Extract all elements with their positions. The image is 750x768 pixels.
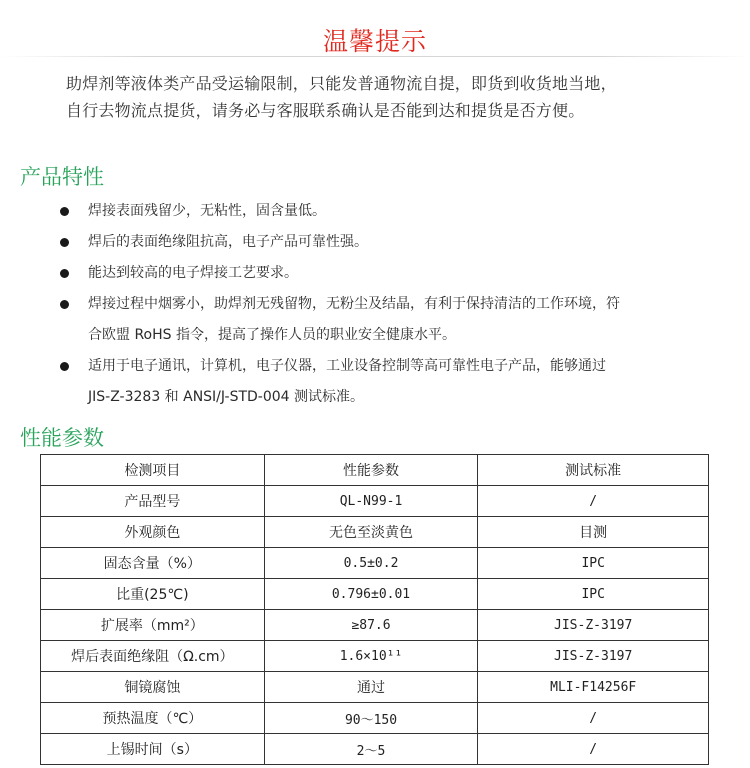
bullet-icon (60, 238, 69, 247)
column-header-value: 性能参数 (264, 455, 478, 486)
params-table (40, 454, 709, 765)
cell-item: 预热温度（℃） (41, 703, 265, 734)
column-header-standard: 测试标准 (478, 455, 709, 486)
cell-value: QL-N99-1 (264, 486, 478, 517)
table-row (41, 517, 709, 548)
feature-item (60, 196, 720, 227)
cell-value: 1.6×10¹¹ (264, 641, 478, 672)
table-header-row (41, 455, 709, 486)
feature-line: 焊接表面残留少，无粘性，固含量低。 (88, 203, 326, 219)
cell-standard: JIS-Z-3197 (478, 610, 709, 641)
cell-standard: JIS-Z-3197 (478, 641, 709, 672)
table-row (41, 641, 709, 672)
table-row (41, 734, 709, 765)
bullet-icon (60, 269, 69, 278)
cell-value: ≥87.6 (264, 610, 478, 641)
column-header-item: 检测项目 (41, 455, 265, 486)
table-row (41, 610, 709, 641)
feature-line: 焊接过程中烟雾小，助焊剂无残留物，无粉尘及结晶，有利于保持清洁的工作环境，符 (88, 296, 620, 312)
feature-line: 适用于电子通讯，计算机，电子仪器，工业设备控制等高可靠性电子产品，能够通过 (88, 358, 606, 374)
bullet-icon (60, 362, 69, 371)
cell-item: 外观颜色 (41, 517, 265, 548)
notice-line: 助焊剂等液体类产品受运输限制，只能发普通物流自提，即货到收货地当地， (66, 74, 617, 93)
cell-item: 比重(25℃) (41, 579, 265, 610)
cell-standard: MLI-F14256F (478, 672, 709, 703)
cell-value: 通过 (264, 672, 478, 703)
feature-item (60, 351, 720, 413)
feature-line: 合欧盟 RoHS 指令，提高了操作人员的职业安全健康水平。 (88, 327, 456, 343)
cell-item: 产品型号 (41, 486, 265, 517)
cell-item: 固态含量（%） (41, 548, 265, 579)
table-row (41, 486, 709, 517)
table-row (41, 579, 709, 610)
cell-item: 扩展率（mm²） (41, 610, 265, 641)
cell-standard: / (478, 734, 709, 765)
table-row (41, 672, 709, 703)
table-row (41, 548, 709, 579)
cell-value: 0.5±0.2 (264, 548, 478, 579)
params-heading: 性能参数 (20, 426, 104, 450)
cell-standard: / (478, 486, 709, 517)
feature-item (60, 258, 720, 289)
cell-standard: IPC (478, 579, 709, 610)
notice-line: 自行去物流点提货，请务必与客服联系确认是否能到达和提货是否方便。 (66, 101, 585, 120)
cell-value: 0.796±0.01 (264, 579, 478, 610)
cell-value: 90～150 (264, 703, 478, 734)
cell-standard: 目测 (478, 517, 709, 548)
features-heading: 产品特性 (20, 165, 104, 189)
cell-value: 2～5 (264, 734, 478, 765)
notice-title: 温馨提示 (322, 27, 427, 56)
cell-standard: IPC (478, 548, 709, 579)
feature-line: 能达到较高的电子焊接工艺要求。 (88, 265, 298, 281)
feature-item (60, 289, 720, 351)
features-list (60, 196, 720, 413)
cell-item: 焊后表面绝缘阻（Ω.cm） (41, 641, 265, 672)
feature-item (60, 227, 720, 258)
bullet-icon (60, 207, 69, 216)
notice-text (66, 70, 746, 124)
feature-line: JIS-Z-3283 和 ANSI/J-STD-004 测试标准。 (88, 389, 365, 405)
cell-value: 无色至淡黄色 (264, 517, 478, 548)
feature-line: 焊后的表面绝缘阻抗高，电子产品可靠性强。 (88, 234, 368, 250)
cell-standard: / (478, 703, 709, 734)
table-row (41, 703, 709, 734)
cell-item: 上锡时间（s） (41, 734, 265, 765)
bullet-icon (60, 300, 69, 309)
cell-item: 铜镜腐蚀 (41, 672, 265, 703)
